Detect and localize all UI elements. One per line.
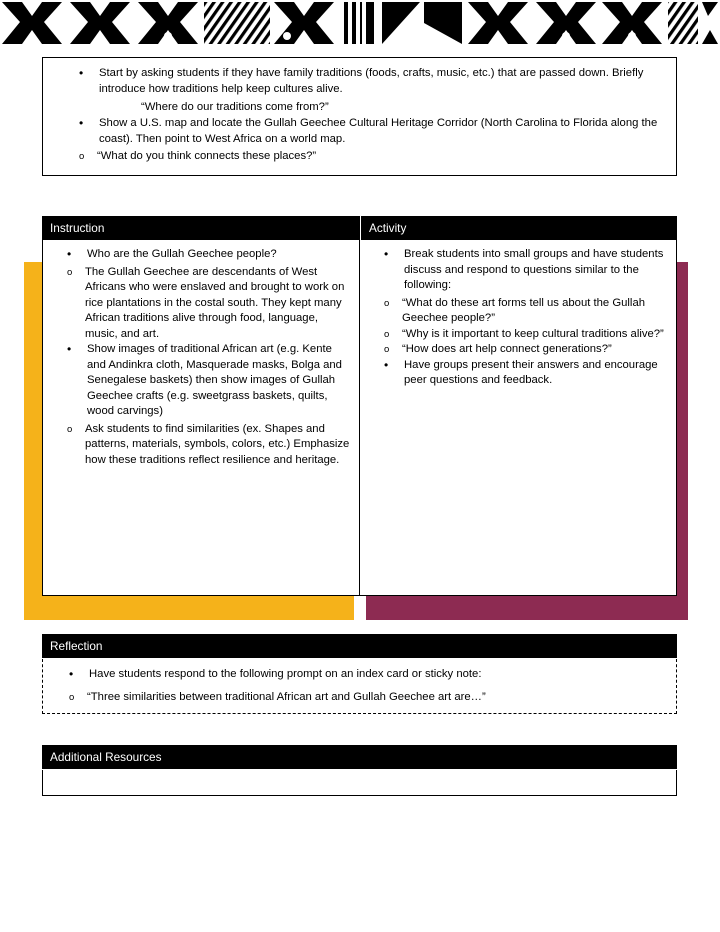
intro-bullet-1	[53, 66, 666, 97]
intro-bullet-2	[53, 116, 666, 147]
activity-bullet-2-text: Have groups present their answers and encourage peer questions and feedback.	[404, 358, 658, 386]
decorative-header-band	[0, 0, 720, 46]
activity-subbullet-3	[362, 342, 668, 358]
activity-bullet-1-text: Break students into small groups and have students discuss and respond to questions similar to the following:	[404, 248, 664, 291]
reflection-box	[42, 659, 677, 714]
activity-bullet-2	[362, 358, 668, 389]
header-pattern-graphic	[0, 0, 720, 46]
activity-subbullet-3-text: “How does art help connect generations?”	[402, 343, 612, 355]
intro-subbullet-1-text: “What do you think connects these places?”	[97, 150, 317, 162]
instruction-sublist-a	[45, 265, 351, 343]
activity-bullet-1	[362, 247, 668, 294]
table-body-row	[42, 240, 677, 596]
instruction-list-a	[45, 247, 351, 263]
instruction-subbullet-2-text: Ask students to find similarities (ex. Shapes and patterns, materials, symbols, colors, etc.) Emphasize how these traditions reflect resilience and heritage.	[85, 422, 350, 466]
table-header-instruction: Instruction	[42, 216, 360, 240]
resources-box	[42, 770, 677, 796]
instruction-bullet-1-text: Who are the Gullah Geechee people?	[87, 248, 277, 260]
activity-list-b	[362, 358, 668, 389]
activity-sublist	[362, 296, 668, 358]
activity-subbullet-1	[362, 296, 668, 327]
reflection-bullet	[43, 667, 676, 683]
reflection-subbullet	[43, 690, 676, 706]
instruction-sublist-b	[45, 422, 351, 469]
instruction-bullet-1	[45, 247, 351, 263]
table-cell-activity	[360, 240, 676, 595]
intro-list	[53, 66, 666, 97]
activity-subbullet-1-text: “What do these art forms tell us about the Gullah Geechee people?”	[402, 296, 646, 324]
table-header-row	[42, 216, 677, 240]
instruction-activity-table	[42, 216, 677, 596]
instruction-subbullet-1	[45, 265, 351, 343]
reflection-subbullet-text: “Three similarities between traditional African art and Gullah Geechee art are…”	[87, 690, 486, 703]
activity-subbullet-2-text: “Why is it important to keep cultural traditions alive?”	[402, 327, 664, 340]
intro-quote: “Where do our traditions come from?”	[141, 101, 329, 113]
resources-header: Additional Resources	[42, 745, 677, 769]
intro-sublist	[53, 149, 666, 165]
activity-subbullet-2	[362, 327, 668, 343]
activity-list-a	[362, 247, 668, 294]
reflection-bullet-text: Have students respond to the following prompt on an index card or sticky note:	[89, 668, 482, 680]
intro-list-2	[53, 116, 666, 147]
table-header-activity: Activity	[360, 216, 677, 240]
reflection-sublist	[43, 690, 676, 706]
table-cell-instruction	[43, 240, 360, 595]
instruction-bullet-2	[45, 342, 351, 420]
instruction-subbullet-1-text: The Gullah Geechee are descendants of West Africans who were enslaved and brought to work on rice plantations in the costal south. They kept many African traditions alive through food, language, music, and art.	[85, 265, 345, 340]
intro-bullet-1-text: Start by asking students if they have family traditions (foods, crafts, music, etc.) that are passed down. Briefly introduce how traditions help keep cultures alive.	[99, 67, 644, 95]
reflection-header: Reflection	[42, 634, 677, 658]
instruction-list-b	[45, 342, 351, 420]
intro-box	[42, 57, 677, 176]
reflection-list	[43, 667, 676, 683]
intro-bullet-2-text: Show a U.S. map and locate the Gullah Geechee Cultural Heritage Corridor (North Carolina to Florida along the coast). Then point to West Africa on a world map.	[99, 117, 658, 145]
intro-subbullet-1	[53, 149, 666, 165]
instruction-bullet-2-text: Show images of traditional African art (e.g. Kente and Andinkra cloth, Masquerade masks, Bolga and Senegalese baskets) then show images of Gullah Geechee crafts (e.g. sweetgrass baskets, quilts, wood carvings)	[87, 343, 342, 417]
instruction-subbullet-2	[45, 422, 351, 469]
